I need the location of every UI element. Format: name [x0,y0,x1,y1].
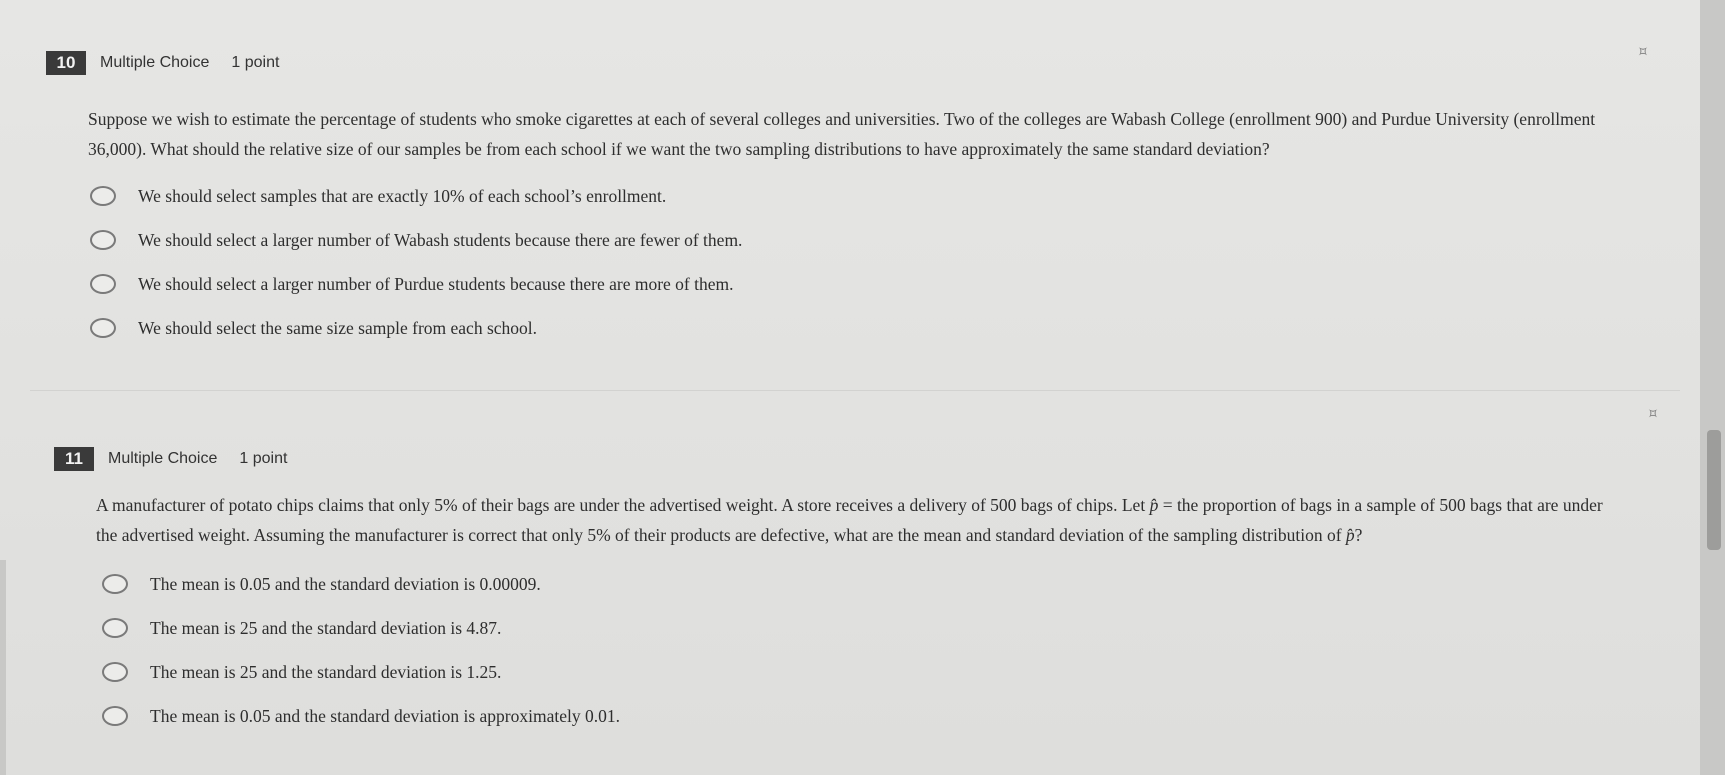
question-header [46,50,1606,76]
answer-option-label: We should select a larger number of Purdue students because there are more of them. [138,273,734,294]
answer-option-label: We should select a larger number of Wabash students because there are fewer of them. [138,229,743,250]
answer-option[interactable] [90,218,1606,262]
radio-button[interactable] [102,662,128,682]
answer-options [90,174,1606,350]
question-text-part-3: ? [1354,525,1363,545]
scrollbar-track[interactable] [1700,0,1725,775]
p-hat-symbol: p̂ [1149,495,1159,515]
radio-button[interactable] [90,318,116,338]
answer-options [102,562,1614,738]
scrollbar-thumb[interactable] [1707,430,1721,550]
question-points: 1 point [239,450,288,467]
question-text [96,490,1614,550]
question-type: Multiple Choice [108,450,218,467]
question-text-part-2: = the proportion of bags in a sample of 500 bags that are under the advertised weight. Assuming the manufacturer is correct that only 5% of their products are defective, what are the mean and standard deviation of the sampling distribution of [96,495,1603,545]
radio-button[interactable] [102,574,128,594]
answer-option-label: The mean is 25 and the standard deviation is 4.87. [150,617,502,638]
answer-option-label: We should select samples that are exactly 10% of each school’s enrollment. [138,185,667,206]
question-number: 10 [46,51,86,75]
answer-option-label: We should select the same size sample from each school. [138,317,538,338]
question-number: 11 [54,447,94,471]
radio-button[interactable] [90,186,116,206]
question-11 [54,446,1614,738]
answer-option[interactable] [102,562,1614,606]
question-text-part-1: A manufacturer of potato chips claims that only 5% of their bags are under the advertised weight. A store receives a delivery of 500 bags of chips. Let [96,495,1150,515]
question-header [54,446,1614,472]
answer-option[interactable] [90,262,1606,306]
left-edge-panel [0,560,6,775]
radio-button[interactable] [102,618,128,638]
radio-button[interactable] [102,706,128,726]
answer-option[interactable] [102,606,1614,650]
p-hat-symbol: p̂ [1345,525,1355,545]
radio-button[interactable] [90,274,116,294]
question-text: Suppose we wish to estimate the percentage of students who smoke cigarettes at each of several colleges and universities. Two of the colleges are Wabash College (enrollment 900) and Purdue University (enrollment 36,000). What should the relative size of our samples be from each school if we want the two sampling distributions to have approximately the same standard deviation? [88,109,1596,159]
answer-option[interactable] [102,650,1614,694]
pin-icon[interactable]: ✧ [1631,40,1655,63]
question-10 [46,50,1606,350]
answer-option-label: The mean is 25 and the standard deviation is 1.25. [150,661,502,682]
radio-button[interactable] [90,230,116,250]
answer-option[interactable] [102,694,1614,738]
answer-option-label: The mean is 0.05 and the standard deviation is 0.00009. [150,573,541,594]
answer-option[interactable] [90,174,1606,218]
answer-option[interactable] [90,306,1606,350]
question-divider [30,390,1680,391]
question-type: Multiple Choice [100,54,210,71]
question-points: 1 point [231,54,280,71]
pin-icon[interactable]: ✧ [1641,402,1665,425]
answer-option-label: The mean is 0.05 and the standard deviation is approximately 0.01. [150,705,620,726]
